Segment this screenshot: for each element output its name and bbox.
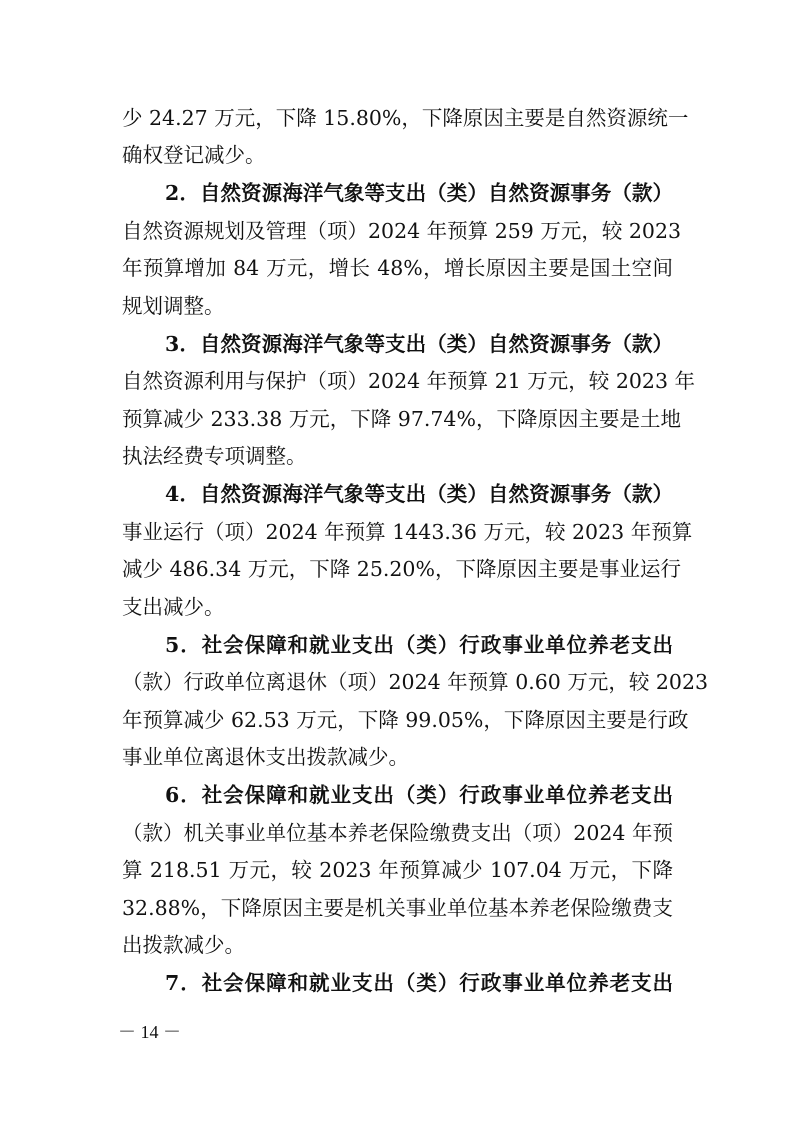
body-line: 出拨款减少。 — [122, 933, 245, 957]
body-line: 年预算减少 62.53 万元，下降 99.05%，下降原因主要是行政 — [122, 708, 689, 732]
item-heading-line: 5．社会保障和就业支出（类）行政事业单位养老支出 — [165, 633, 673, 657]
body-line: 32.88%，下降原因主要是机关事业单位基本养老保险缴费支 — [122, 896, 673, 920]
item-heading-line: 6．社会保障和就业支出（类）行政事业单位养老支出 — [165, 783, 673, 807]
body-line: 自然资源规划及管理（项）2024 年预算 259 万元，较 2023 — [122, 219, 682, 243]
body-line: 预算减少 233.38 万元，下降 97.74%，下降原因主要是土地 — [122, 407, 681, 431]
body-line: 减少 486.34 万元，下降 25.20%，下降原因主要是事业运行 — [122, 557, 681, 581]
item-heading-line: 2．自然资源海洋气象等支出（类）自然资源事务（款） — [165, 181, 673, 205]
body-line: 事业运行（项）2024 年预算 1443.36 万元，较 2023 年预算 — [122, 520, 693, 544]
body-line: 事业单位离退休支出拨款减少。 — [122, 745, 409, 769]
body-line: 少 24.27 万元，下降 15.80%，下降原因主要是自然资源统一 — [122, 106, 689, 130]
body-line: 年预算增加 84 万元，增长 48%，增长原因主要是国土空间 — [122, 256, 673, 280]
body-line: 支出减少。 — [122, 595, 225, 619]
body-line: 规划调整。 — [122, 294, 225, 318]
page-number: － 14 － — [118, 1022, 181, 1042]
body-line: 算 218.51 万元，较 2023 年预算减少 107.04 万元，下降 — [122, 858, 673, 882]
item-heading-line: 4．自然资源海洋气象等支出（类）自然资源事务（款） — [165, 482, 673, 506]
body-line: 执法经费专项调整。 — [122, 444, 307, 468]
item-heading-line: 3．自然资源海洋气象等支出（类）自然资源事务（款） — [165, 332, 673, 356]
body-line: 自然资源利用与保护（项）2024 年预算 21 万元，较 2023 年 — [122, 369, 696, 393]
body-line: 确权登记减少。 — [122, 143, 266, 167]
body-line: （款）行政单位离退休（项）2024 年预算 0.60 万元，较 2023 — [122, 670, 709, 694]
item-heading-line: 7．社会保障和就业支出（类）行政事业单位养老支出 — [165, 971, 673, 995]
body-line: （款）机关事业单位基本养老保险缴费支出（项）2024 年预 — [122, 821, 673, 845]
